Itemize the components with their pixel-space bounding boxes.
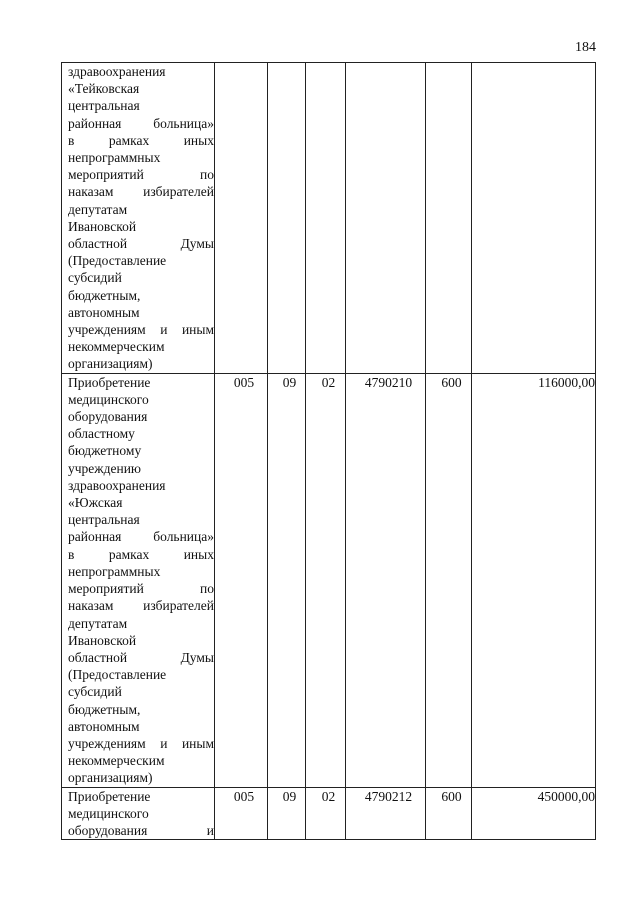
description-line [68,615,214,632]
description-line [68,338,214,355]
description-cell [62,373,215,787]
amount-cell: 450000,00 [472,787,596,840]
target-article-cell: 4790210 [346,373,426,787]
description-line [68,477,214,494]
description-line [68,805,214,822]
description-line [68,391,214,408]
description-line [68,546,214,563]
table-row [62,373,596,787]
description-line [68,563,214,580]
section-code-cell: 09 [268,787,306,840]
description-word: автономным [68,304,140,320]
description-line [68,597,214,614]
description-line [68,822,214,839]
description-line [68,218,214,235]
description-word: районная [68,529,122,545]
description-word: избирателей [143,184,214,200]
description-line [68,718,214,735]
description-word: районная [68,115,122,131]
description-word: непрограммных [68,150,161,166]
description-line [68,528,214,545]
description-line [68,132,214,149]
description-line [68,511,214,528]
description-word: в [68,132,75,148]
description-line [68,788,214,805]
description-word: учреждениям [68,735,146,751]
description-word: депутатам [68,615,128,631]
description-line [68,425,214,442]
description-word: областной [68,649,128,665]
description-word: Думы [180,236,214,252]
description-line [68,63,214,80]
description-word: иных [183,546,214,562]
description-word: Приобретение [68,788,151,804]
description-line [68,701,214,718]
description-word: областному [68,426,135,442]
description-word: наказам [68,184,114,200]
description-word: здравоохранения [68,477,166,493]
description-line [68,149,214,166]
ministry-code-cell: 005 [215,787,268,840]
description-line [68,269,214,286]
description-word: и [160,735,168,751]
description-word: бюджетным, [68,287,141,303]
description-word: и [160,322,168,338]
description-line [68,235,214,252]
description-word: (Предоставление [68,667,167,683]
description-word: иных [183,132,214,148]
description-word: оборудования [68,409,148,425]
description-word: медицинского [68,391,149,407]
description-word: рамках [108,132,150,148]
description-line [68,183,214,200]
description-line [68,442,214,459]
description-word: областной [68,236,128,252]
description-cell [62,63,215,374]
subsection-code-cell: 02 [306,373,346,787]
description-line [68,80,214,97]
description-line [68,304,214,321]
ministry-code-cell: 005 [215,373,268,787]
amount-cell [472,63,596,374]
description-line [68,355,214,372]
amount-cell: 116000,00 [472,373,596,787]
description-word: автономным [68,718,140,734]
description-word: рамках [108,546,150,562]
table-row [62,787,596,840]
section-code-cell: 09 [268,373,306,787]
page-number: 184 [575,40,596,55]
budget-table [61,62,596,840]
description-word: по [200,581,214,597]
description-word: по [200,167,214,183]
description-word: бюджетным, [68,701,141,717]
section-code-cell [268,63,306,374]
description-word: субсидий [68,684,122,700]
description-word: учреждению [68,460,142,476]
description-word: и [206,822,214,838]
description-line [68,580,214,597]
description-line [68,752,214,769]
description-line [68,683,214,700]
description-word: иным [181,735,214,751]
description-line [68,649,214,666]
description-line [68,408,214,425]
description-word: «Тейковская [68,81,140,97]
description-word: центральная [68,98,140,114]
description-line [68,666,214,683]
expense-type-cell: 600 [426,373,472,787]
target-article-cell: 4790212 [346,787,426,840]
description-line [68,115,214,132]
description-word: организациям) [68,356,153,372]
description-line [68,735,214,752]
description-word: наказам [68,598,114,614]
description-word: мероприятий [68,581,144,597]
description-word: учреждениям [68,322,146,338]
expense-type-cell: 600 [426,787,472,840]
description-line [68,494,214,511]
description-word: организациям) [68,770,153,786]
description-line [68,321,214,338]
ministry-code-cell [215,63,268,374]
description-line [68,632,214,649]
subsection-code-cell: 02 [306,787,346,840]
description-line [68,460,214,477]
target-article-cell [346,63,426,374]
description-word: Ивановской [68,218,137,234]
description-word: некоммерческим [68,339,165,355]
description-line [68,374,214,391]
description-word: мероприятий [68,167,144,183]
description-word: иным [181,322,214,338]
description-line [68,769,214,786]
description-line [68,201,214,218]
description-word: медицинского [68,805,149,821]
description-cell [62,787,215,840]
subsection-code-cell [306,63,346,374]
description-word: избирателей [143,598,214,614]
description-word: больница» [153,529,214,545]
description-word: «Южская [68,495,123,511]
description-word: Ивановской [68,632,137,648]
description-line [68,252,214,269]
description-line [68,166,214,183]
expense-type-cell [426,63,472,374]
description-word: Приобретение [68,374,151,390]
description-word: оборудования [68,822,148,838]
description-word: непрограммных [68,563,161,579]
description-word: бюджетному [68,443,142,459]
description-word: (Предоставление [68,253,167,269]
description-word: в [68,546,75,562]
description-word: депутатам [68,201,128,217]
description-word: субсидий [68,270,122,286]
description-word: больница» [153,115,214,131]
description-word: Думы [180,649,214,665]
description-word: некоммерческим [68,753,165,769]
description-line [68,97,214,114]
description-word: центральная [68,512,140,528]
description-word: здравоохранения [68,64,166,79]
description-line [68,287,214,304]
table-row [62,63,596,374]
